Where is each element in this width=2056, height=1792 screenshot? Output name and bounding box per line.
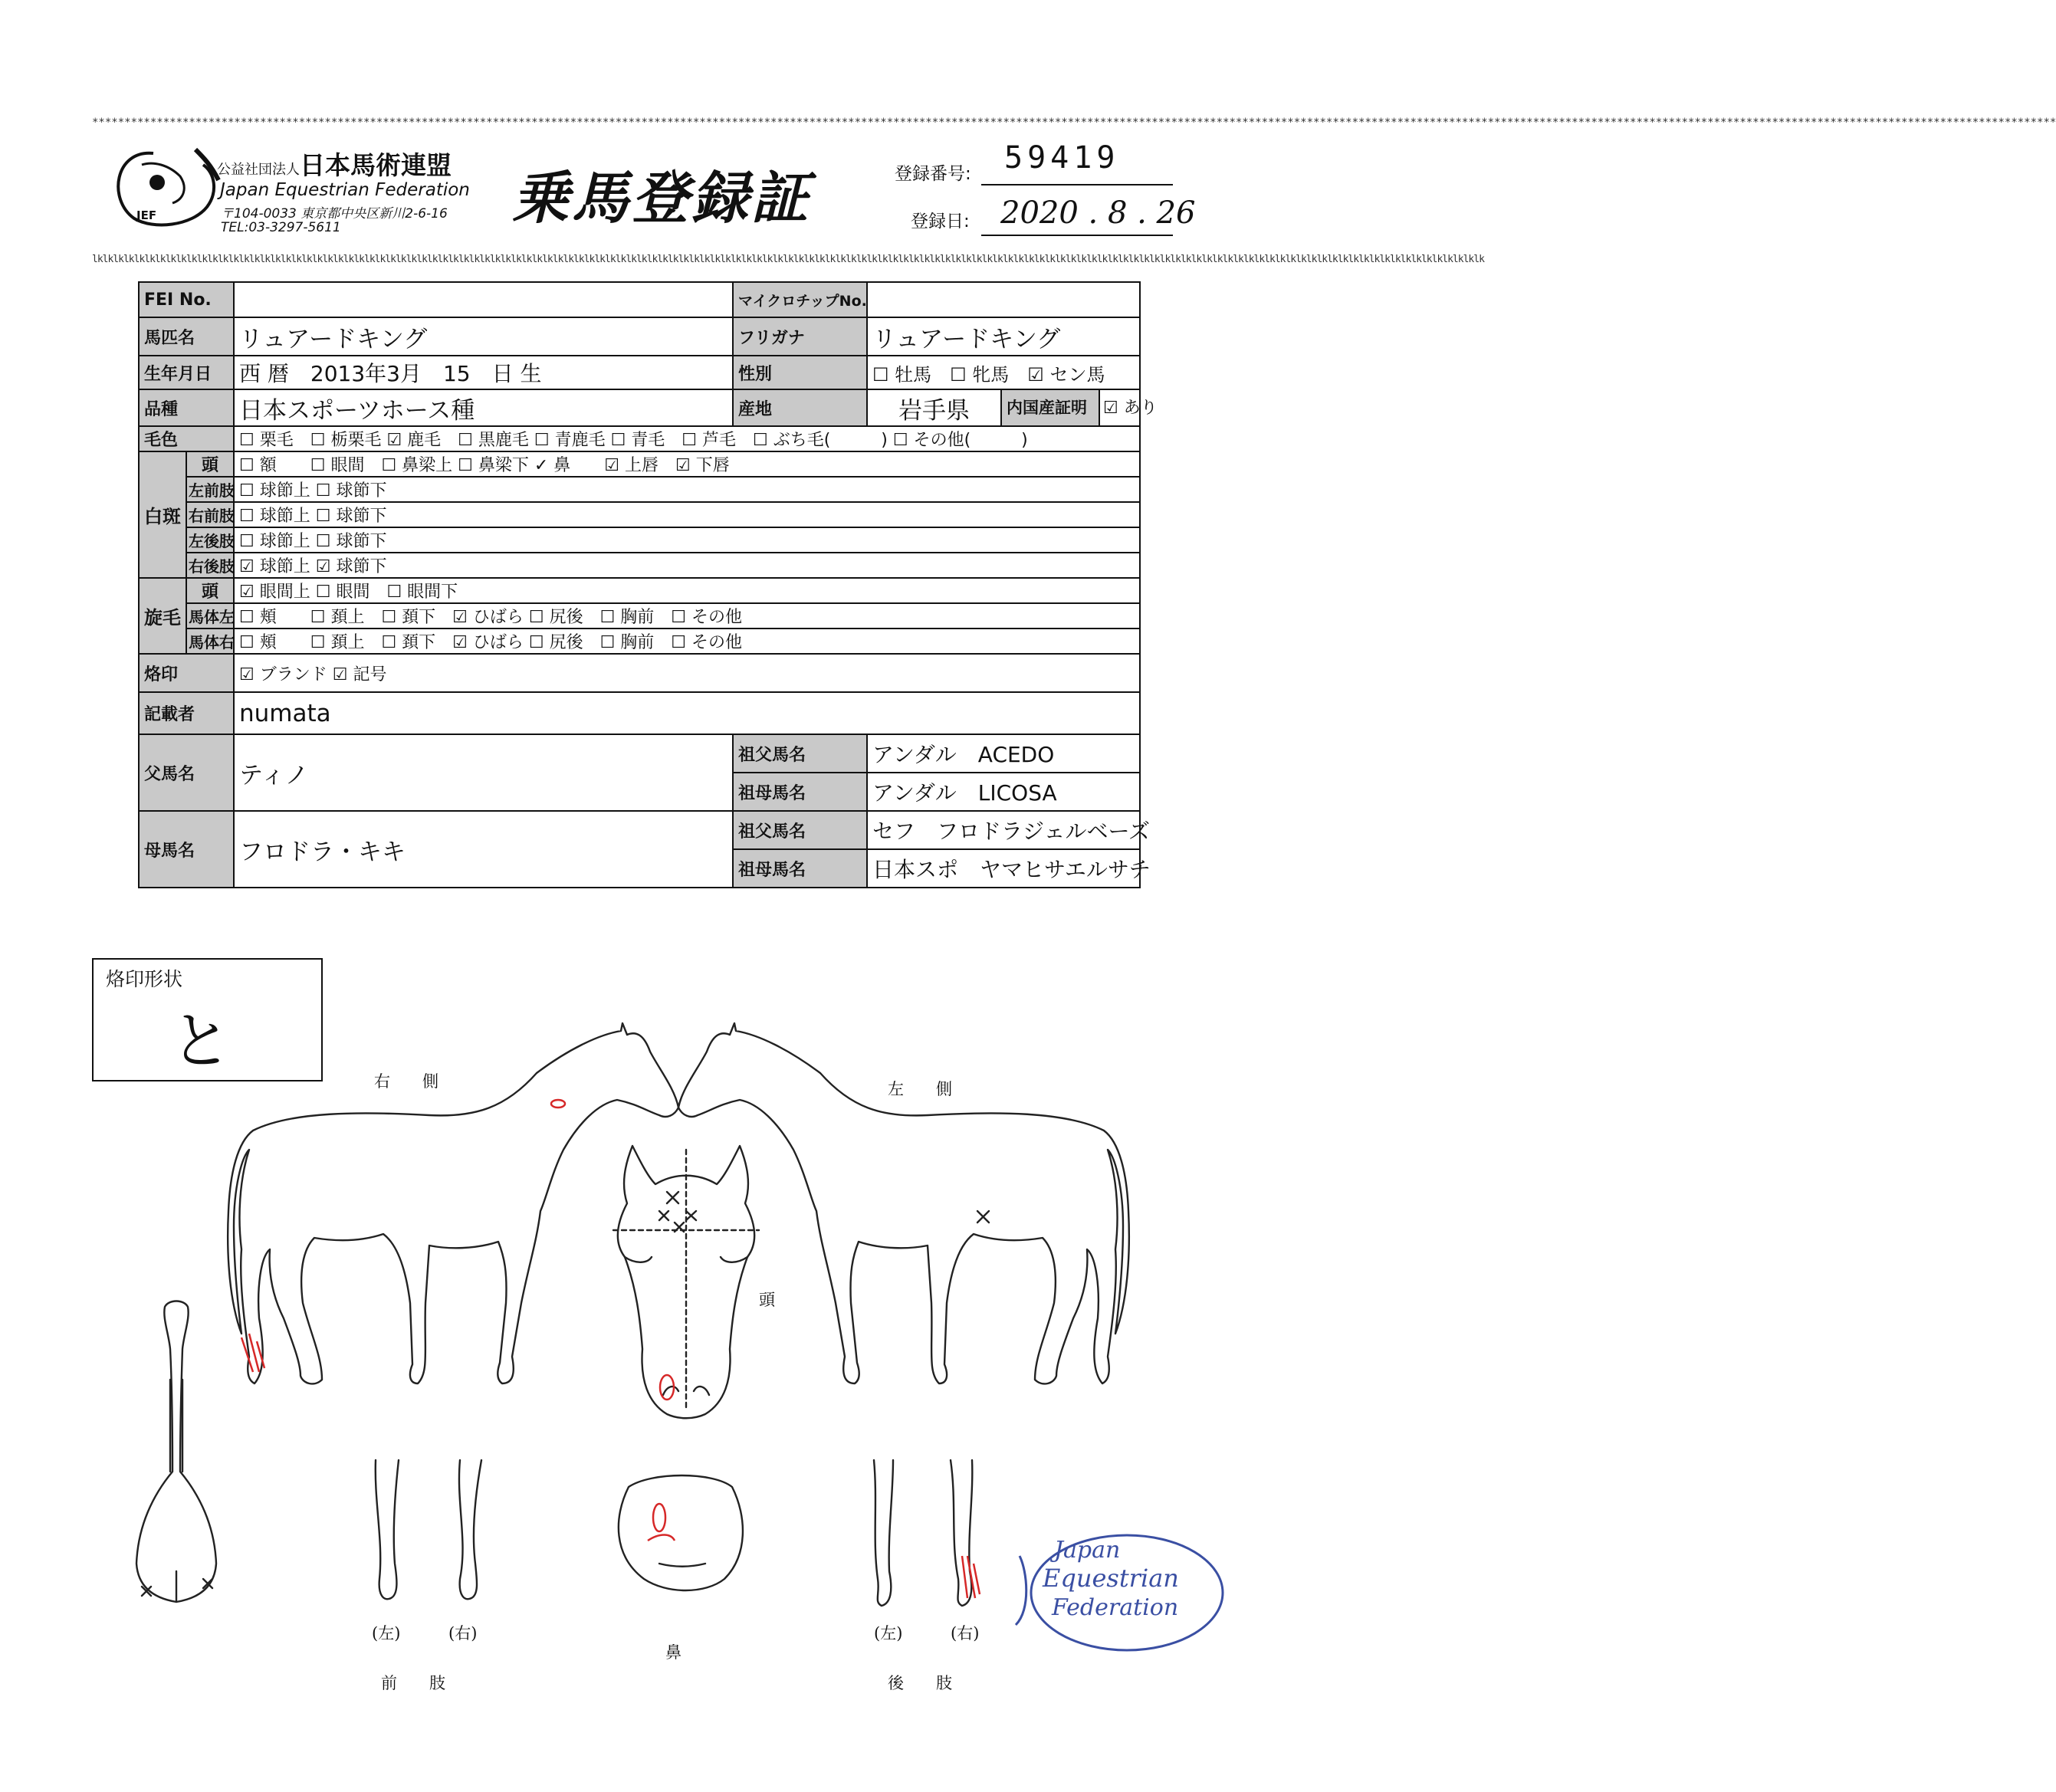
brand-value: ☑ ブランド ☑ 記号 xyxy=(234,654,1140,692)
brand-label: 烙印 xyxy=(139,654,234,692)
white-value-1: ☐ 球節上 ☐ 球節下 xyxy=(234,477,1140,502)
sire-gdam-label: 祖母馬名 xyxy=(733,773,867,811)
front-legs-caption: 前 肢 xyxy=(381,1674,445,1692)
brand-shape-label: 烙印形状 xyxy=(106,968,183,990)
sire-gsire-label: 祖父馬名 xyxy=(733,734,867,773)
hind-right-caption: (右) xyxy=(951,1624,980,1643)
reg-date-value: 2020 . 8 . 26 xyxy=(1000,195,1196,231)
origin-label: 産地 xyxy=(733,389,867,426)
name-value: リュアードキング xyxy=(234,317,733,356)
white-value-0: ☐ 額 ☐ 眼間 ☐ 鼻梁上 ☐ 鼻梁下 ✓ 鼻 ☑ 上唇 ☑ 下唇 xyxy=(234,451,1140,477)
writer-value: numata xyxy=(234,692,1140,734)
dam-value: フロドラ・キキ xyxy=(234,811,733,888)
right-side-horse-icon xyxy=(228,1023,678,1383)
birth-value: 西 暦 2013年3月 15 日 生 xyxy=(234,356,733,389)
hind-left-caption: (左) xyxy=(874,1624,903,1643)
right-side-caption: 右 側 xyxy=(374,1072,438,1091)
domestic-value: ☑ あり xyxy=(1103,399,1158,418)
white-part-1: 左前肢 xyxy=(186,477,234,502)
nose-caption: 鼻 xyxy=(665,1643,682,1662)
whorl-part-2: 馬体右 xyxy=(186,629,234,654)
white-value-2: ☐ 球節上 ☐ 球節下 xyxy=(234,502,1140,527)
domestic-label: 内国産証明 xyxy=(1002,390,1100,425)
front-legs-icon xyxy=(376,1460,481,1599)
sire-gdam-value: アンダル LICOSA xyxy=(867,773,1140,811)
breed-value: 日本スポーツホース種 xyxy=(234,389,733,426)
furigana-value: リュアードキング xyxy=(867,317,1140,356)
name-label: 馬匹名 xyxy=(139,317,234,356)
breed-label: 品種 xyxy=(139,389,234,426)
whorl-value-0: ☑ 眼間上 ☐ 眼間 ☐ 眼間下 xyxy=(234,578,1140,603)
white-value-4: ☑ 球節上 ☑ 球節下 xyxy=(234,553,1140,578)
white-part-0: 頭 xyxy=(186,451,234,477)
org-name-jp: 日本馬術連盟 xyxy=(300,150,452,180)
sire-value: ティノ xyxy=(234,734,733,811)
stamp-text-line-1: Japan xyxy=(1054,1537,1121,1564)
whorl-value-2: ☐ 頬 ☐ 頚上 ☐ 頚下 ☑ ひばら ☐ 尻後 ☐ 胸前 ☐ その他 xyxy=(234,629,1140,654)
origin-value: 岩手県 xyxy=(867,389,1001,426)
sire-gsire-value: アンダル ACEDO xyxy=(867,734,1140,773)
sex-label: 性別 xyxy=(733,356,867,389)
dam-gdam-value: 日本スポ ヤマヒサエルサチ xyxy=(867,849,1140,888)
whorl-part-0: 頭 xyxy=(186,578,234,603)
org-type: 公益社団法人 xyxy=(217,162,300,178)
logo-text: JEF xyxy=(136,208,157,222)
stamp-text-line-3: Federation xyxy=(1052,1594,1179,1621)
brand-shape-mark: と xyxy=(170,1006,232,1077)
org-address: 〒104-0033 東京都中央区新川2-6-16 xyxy=(221,206,448,222)
mid-dotted-rule: lklklklklklklklklklklklklklklklklklklklklklklklklklklklklklklklklklklklklklklklklklklklklklklklklklklklklklklklklklklklklklklklklklklklklklklklklklklklklklklklklklklklklklklklklklklklklklklklklklklklklklklklklklklklklklklklklklklklklklklklklklklklklklklklklklklklklk xyxy=(92,254,1484,265)
front-left-caption: (左) xyxy=(372,1624,401,1643)
white-part-2: 右前肢 xyxy=(186,502,234,527)
head-caption: 頭 xyxy=(759,1291,775,1309)
sex-value: ☐ 牡馬 ☐ 牝馬 ☑ セン馬 xyxy=(867,356,1140,389)
white-value-3: ☐ 球節上 ☐ 球節下 xyxy=(234,527,1140,553)
whorl-label: 旋毛 xyxy=(139,578,186,654)
writer-label: 記載者 xyxy=(139,692,234,734)
org-tel: TEL:03-3297-5611 xyxy=(221,220,341,235)
coat-label: 毛色 xyxy=(139,426,234,451)
white-part-3: 左後肢 xyxy=(186,527,234,553)
org-name-en: Japan Equestrian Federation xyxy=(220,180,470,200)
hind-legs-caption: 後 肢 xyxy=(888,1674,952,1692)
reg-date-label: 登録日: xyxy=(911,212,970,231)
page-title: 乗馬登録証 xyxy=(512,166,811,231)
furigana-label: フリガナ xyxy=(733,317,867,356)
white-label: 白斑 xyxy=(139,451,186,578)
dam-gdam-label: 祖母馬名 xyxy=(733,849,867,888)
top-view-horse-icon xyxy=(136,1301,216,1603)
white-part-4: 右後肢 xyxy=(186,553,234,578)
dam-gsire-value: セフ フロドラジェルベーズ xyxy=(867,811,1140,849)
front-right-caption: (右) xyxy=(448,1624,478,1643)
left-side-caption: 左 側 xyxy=(888,1080,952,1098)
chip-label: マイクロチップNo. xyxy=(733,282,867,317)
dam-label: 母馬名 xyxy=(139,811,234,888)
nose-icon xyxy=(619,1475,743,1590)
stamp-text-line-2: Equestrian xyxy=(1043,1564,1179,1593)
top-dotted-rule: **************************************************************************************************************************************************************************************************************************************************************************************************************** xyxy=(92,117,2056,129)
whorl-part-1: 馬体左 xyxy=(186,603,234,629)
whorl-value-1: ☐ 頬 ☐ 頚上 ☐ 頚下 ☑ ひばら ☐ 尻後 ☐ 胸前 ☐ その他 xyxy=(234,603,1140,629)
coat-value: ☐ 栗毛 ☐ 栃栗毛 ☑ 鹿毛 ☐ 黒鹿毛 ☐ 青鹿毛 ☐ 青毛 ☐ 芦毛 ☐ ぶち毛( ) ☐ その他( ) xyxy=(234,426,1140,451)
dam-gsire-label: 祖父馬名 xyxy=(733,811,867,849)
hind-legs-icon xyxy=(874,1460,972,1606)
birth-label: 生年月日 xyxy=(139,356,234,389)
reg-no-value: 59419 xyxy=(1004,140,1120,176)
sire-label: 父馬名 xyxy=(139,734,234,811)
fei-label: FEI No. xyxy=(139,282,234,317)
reg-no-label: 登録番号: xyxy=(895,164,971,184)
